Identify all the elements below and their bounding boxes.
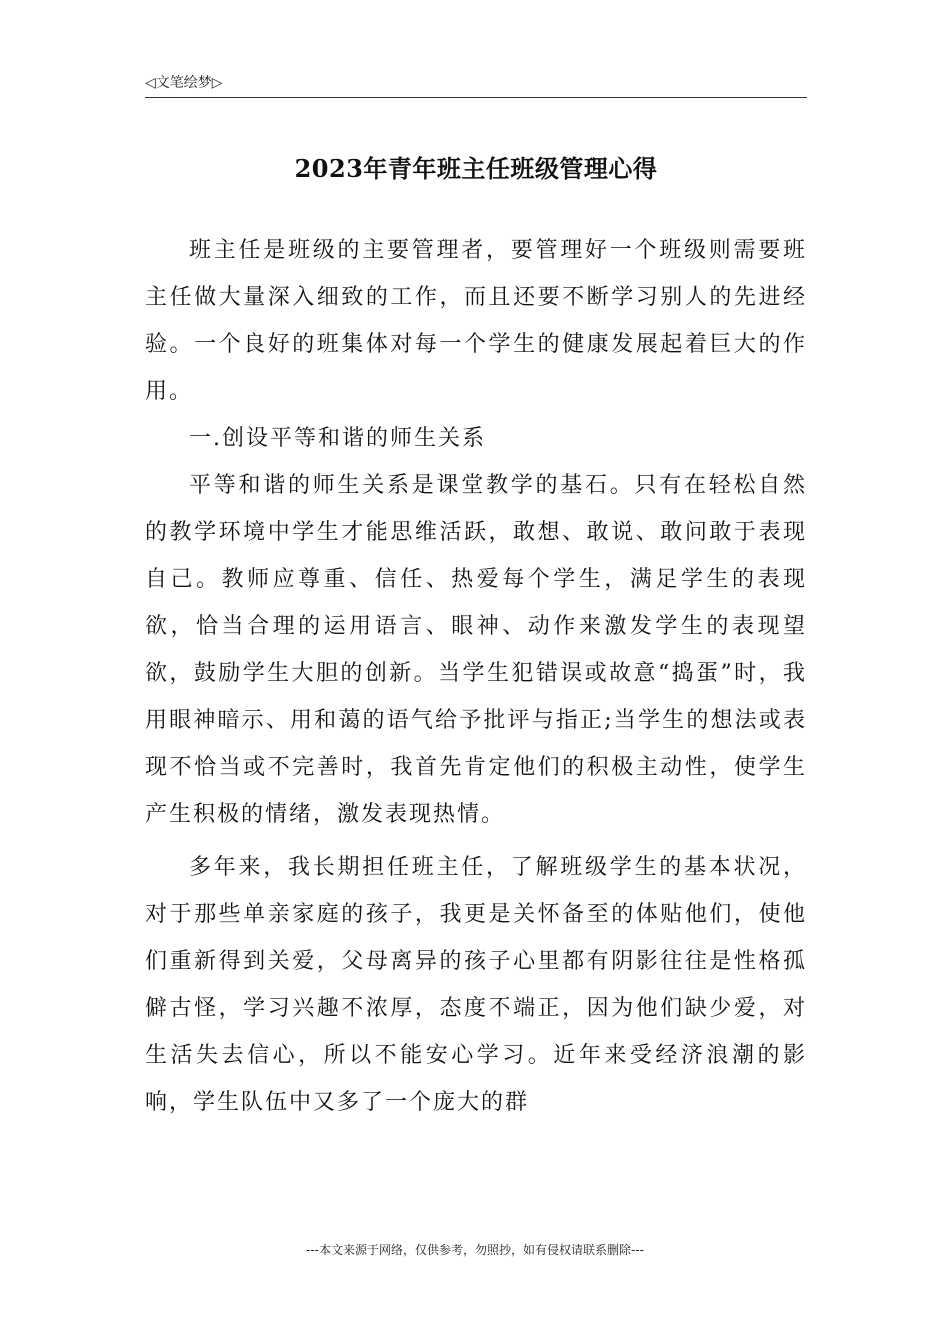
- header-brand: ◁文笔绘梦▷: [145, 75, 223, 91]
- document-body: [145, 227, 807, 1126]
- paragraph-experience: 多年来，我长期担任班主任，了解班级学生的基本状况，对于那些单亲家庭的孩子，我更是关怀备至的体贴他们，使他们重新得到关爱，父母离异的孩子心里都有阴影往往是性格孤僻古怪，学习兴趣不浓厚，态度不端正，因为他们缺少爱，对生活失去信心，所以不能安心学习。近年来受经济浪潮的影响，学生队伍中又多了一个庞大的群: [145, 855, 807, 1115]
- footer-notice: ---本文来源于网络，仅供参考，勿照抄，如有侵权请联系删除---: [306, 1243, 644, 1257]
- paragraph-intro: 班主任是班级的主要管理者，要管理好一个班级则需要班主任做大量深入细致的工作，而且还要不断学习别人的先进经验。一个良好的班集体对每一个学生的健康发展起着巨大的作用。: [145, 238, 807, 404]
- paragraph-relationship: 平等和谐的师生关系是课堂教学的基石。只有在轻松自然的教学环境中学生才能思维活跃，敢想、敢说、敢问敢于表现自己。教师应尊重、信任、热爱每个学生，满足学生的表现欲，恰当合理的运用语言、眼神、动作来激发学生的表现望欲，鼓励学生大胆的创新。当学生犯错误或故意“捣蛋”时，我用眼神暗示、用和蔼的语气给予批评与指正;当学生的想法或表现不恰当或不完善时，我首先肯定他们的积极主动性，使学生产生积极的情绪，激发表现热情。: [145, 473, 807, 827]
- document-title: 2023年青年班主任班级管理心得: [294, 154, 658, 184]
- header-divider: [145, 97, 807, 98]
- section-heading: 一.创设平等和谐的师生关系: [189, 426, 486, 451]
